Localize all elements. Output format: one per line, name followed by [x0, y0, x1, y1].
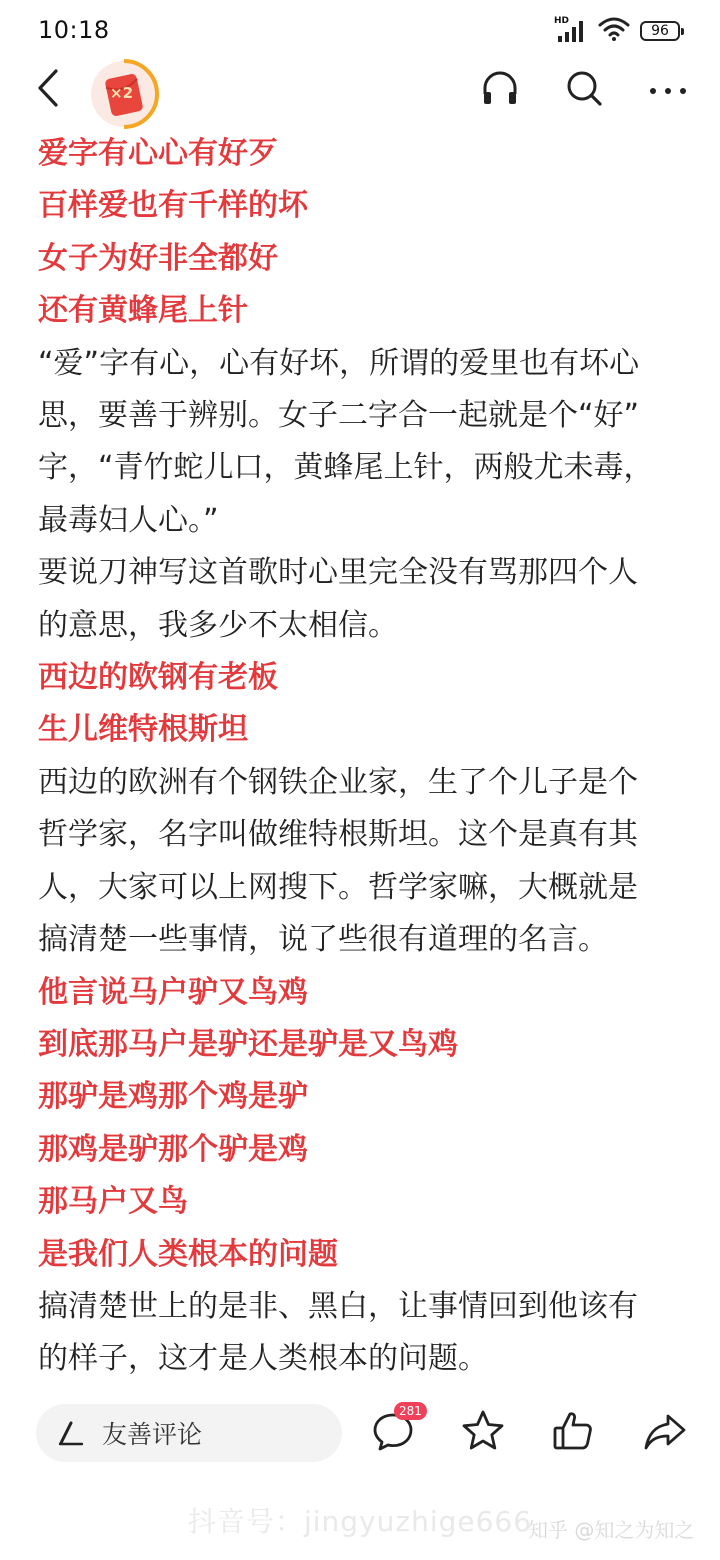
comment-input[interactable]	[36, 1404, 342, 1462]
watermark-douyin: 抖音号：jingyuzhige666	[188, 1505, 533, 1538]
commentary-line: 的意思，我多少不太相信。	[38, 607, 398, 643]
reward-multiplier: ×2	[110, 84, 134, 102]
lyric-line: 百样爱也有千样的坏	[38, 188, 308, 224]
lyric-line: 那鸡是驴那个驴是鸡	[38, 1131, 308, 1167]
network-label: HD	[554, 16, 570, 26]
lyric-line: 生儿维特根斯坦	[38, 712, 248, 748]
status-icons	[554, 16, 680, 46]
lyric-line: 他言说马户驴又鸟鸡	[38, 974, 308, 1010]
search-icon	[564, 68, 604, 112]
wifi-icon	[598, 16, 630, 46]
commentary-line: 最毒妇人心。”	[38, 502, 219, 538]
commentary-line: 搞清楚世上的是非、黑白，让事情回到他该有	[38, 1288, 638, 1324]
status-time: 10:18	[38, 16, 110, 44]
bottom-action-bar	[0, 1400, 720, 1472]
listen-button[interactable]	[476, 66, 524, 114]
share-arrow-icon	[642, 1408, 688, 1458]
star-icon	[460, 1408, 506, 1458]
comment-placeholder: 友善评论	[102, 1420, 203, 1449]
commentary-line: 的样子，这才是人类根本的问题。	[38, 1341, 488, 1377]
status-bar	[0, 0, 720, 60]
commentary-line: 字，“青竹蛇儿口，黄蜂尾上针，两般尤未毒，	[38, 450, 654, 486]
commentary-line: 人，大家可以上网搜下。哲学家嘛，大概就是	[38, 869, 638, 905]
more-dots-icon	[648, 81, 688, 100]
back-button[interactable]	[28, 68, 68, 112]
commentary-line: 要说刀神写这首歌时心里完全没有骂那四个人	[38, 555, 638, 591]
lyric-line: 还有黄蜂尾上针	[38, 293, 248, 329]
thumbs-up-icon	[550, 1408, 596, 1458]
lyric-line: 到底那马户是驴还是驴是又鸟鸡	[38, 1026, 458, 1062]
search-button[interactable]	[560, 66, 608, 114]
watermark-zhihu: 知乎 @知之为知之	[528, 1518, 695, 1542]
chevron-left-icon	[37, 69, 59, 111]
signal-icon	[554, 18, 588, 44]
nav-actions	[476, 66, 692, 114]
commentary-line: “爱”字有心，心有好坏，所谓的爱里也有坏心	[38, 345, 640, 381]
commentary-line: 哲学家，名字叫做维特根斯坦。这个是真有其	[38, 817, 638, 853]
favorite-button[interactable]	[458, 1408, 508, 1458]
article-body	[38, 128, 698, 1386]
lyric-line: 爱字有心心有好歹	[38, 136, 278, 171]
lyric-line: 西边的欧钢有老板	[38, 660, 278, 696]
like-button[interactable]	[548, 1408, 598, 1458]
pen-icon	[58, 1419, 86, 1447]
more-button[interactable]	[644, 66, 692, 114]
headphones-icon	[480, 68, 520, 112]
top-nav	[0, 58, 720, 128]
reward-badge[interactable]	[88, 58, 160, 130]
comment-count-badge: 281	[394, 1402, 427, 1420]
battery-icon	[640, 21, 680, 41]
comments-button[interactable]	[368, 1404, 422, 1458]
commentary-line: 思，要善于辨别。女子二字合一起就是个“好”	[38, 398, 640, 434]
battery-level: 96	[651, 23, 669, 39]
commentary-line: 搞清楚一些事情，说了些很有道理的名言。	[38, 922, 608, 958]
share-button[interactable]	[640, 1408, 690, 1458]
lyric-line: 女子为好非全都好	[38, 240, 278, 276]
commentary-line: 西边的欧洲有个钢铁企业家，生了个儿子是个	[38, 764, 638, 800]
lyric-line: 那马户又鸟	[38, 1184, 188, 1220]
lyric-line: 那驴是鸡那个鸡是驴	[38, 1079, 308, 1115]
lyric-line: 是我们人类根本的问题	[38, 1236, 338, 1272]
